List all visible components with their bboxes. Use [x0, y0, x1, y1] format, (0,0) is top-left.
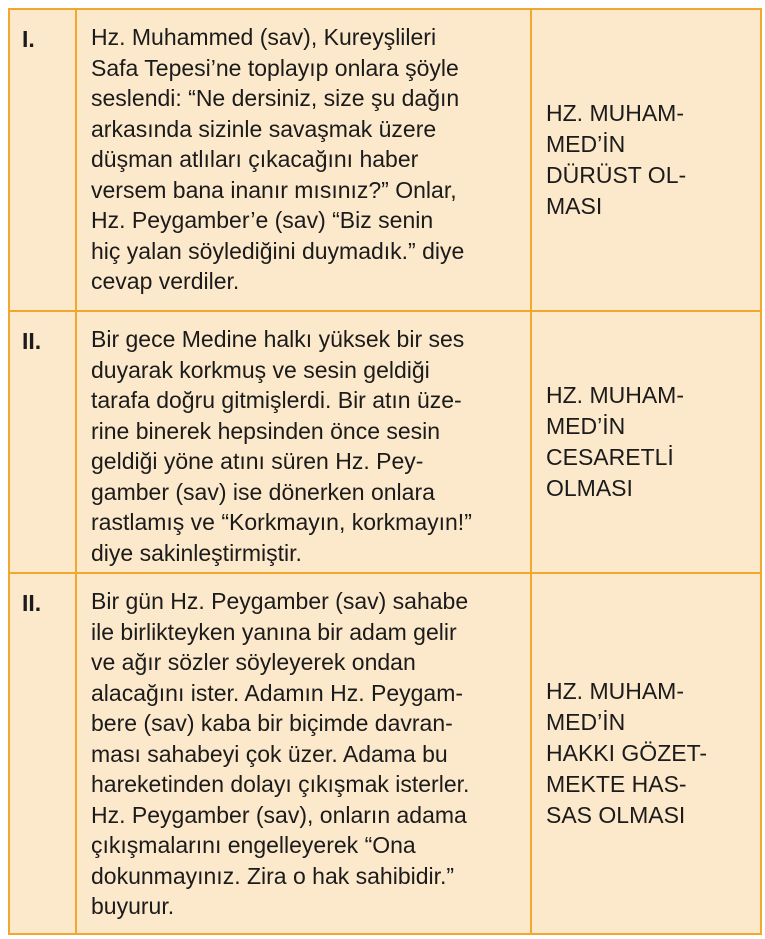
- story-line: hiç yalan söylediğini duymadık.” diye: [91, 237, 465, 264]
- story-line: ması sahabeyi çok üzer. Adama bu: [91, 740, 448, 767]
- value-line: CESARETLİ: [546, 444, 674, 470]
- value-line: MED’İN: [546, 709, 626, 735]
- table-row: [9, 311, 761, 573]
- story-line: hareketinden dolayı çıkışmak isterler.: [91, 771, 470, 797]
- table-row: [9, 9, 761, 311]
- value-line: HZ. MUHAM-: [546, 382, 684, 408]
- story-line: cevap verdiler.: [91, 268, 240, 294]
- story-line: Hz. Muhammed (sav), Kureyşlileri: [91, 24, 437, 50]
- story-line: buyurur.: [91, 893, 175, 919]
- value-line: SAS OLMASI: [546, 802, 686, 828]
- value-line: OLMASI: [546, 475, 633, 501]
- story-line: alacağını ister. Adamın Hz. Peygam-: [91, 679, 464, 706]
- value-label: [531, 311, 761, 573]
- story-line: tarafa doğru gitmişlerdi. Bir atın üze-: [91, 387, 462, 413]
- story-line: rine binerek hepsinden önce sesin: [91, 417, 441, 444]
- story-line: ile birlikteyken yanına bir adam gelir: [91, 618, 457, 645]
- story-line: Safa Tepesi’ne toplayıp onlara şöyle: [91, 54, 459, 81]
- story-line: gamber (sav) ise dönerken onlara: [91, 478, 435, 505]
- value-line: HZ. MUHAM-: [546, 678, 684, 704]
- value-label: [531, 573, 761, 934]
- story-line: Hz. Peygamber (sav), onların adama: [91, 801, 467, 828]
- row-number: II.: [9, 573, 76, 934]
- table-row: [9, 573, 761, 934]
- story-line: düşman atlıları çıkacağını haber: [91, 146, 419, 172]
- story-line: versem bana inanır mısınız?” Onlar,: [91, 176, 457, 203]
- story-line: Bir gece Medine halkı yüksek bir ses: [91, 326, 465, 352]
- story-line: arkasında sizinle savaşmak üzere: [91, 115, 437, 142]
- value-line: HAKKI GÖZET-: [546, 740, 708, 766]
- story-line: Hz. Peygamber’e (sav) “Biz senin: [91, 207, 434, 233]
- story-line: duyarak korkmuş ve sesin geldiği: [91, 356, 430, 383]
- story-line: Bir gün Hz. Peygamber (sav) sahabe: [91, 588, 469, 614]
- row-number: II.: [9, 311, 76, 573]
- value-label: [531, 9, 761, 311]
- value-line: DÜRÜST OL-: [546, 162, 687, 188]
- story-line: dokunmayınız. Zira o hak sahibidir.”: [91, 862, 455, 889]
- story-line: çıkışmalarını engelleyerek “Ona: [91, 832, 416, 858]
- value-line: MASI: [546, 193, 603, 219]
- story-line: rastlamış ve “Korkmayın, korkmayın!”: [91, 509, 472, 535]
- story-text: [76, 9, 531, 311]
- story-table: [8, 8, 762, 935]
- story-text: [76, 311, 531, 573]
- value-line: MED’İN: [546, 131, 626, 157]
- story-line: diye sakinleştirmiştir.: [91, 539, 302, 566]
- value-line: MED’İN: [546, 413, 626, 439]
- story-line: bere (sav) kaba bir biçimde davran-: [91, 710, 453, 736]
- story-line: ve ağır sözler söyleyerek ondan: [91, 649, 416, 675]
- story-line: geldiği yöne atını süren Hz. Pey-: [91, 448, 424, 474]
- story-line: seslendi: “Ne dersiniz, size şu dağın: [91, 85, 460, 111]
- value-line: HZ. MUHAM-: [546, 100, 684, 126]
- value-line: MEKTE HAS-: [546, 771, 687, 797]
- story-text: [76, 573, 531, 934]
- worksheet-page: [8, 8, 760, 933]
- row-number: I.: [9, 9, 76, 311]
